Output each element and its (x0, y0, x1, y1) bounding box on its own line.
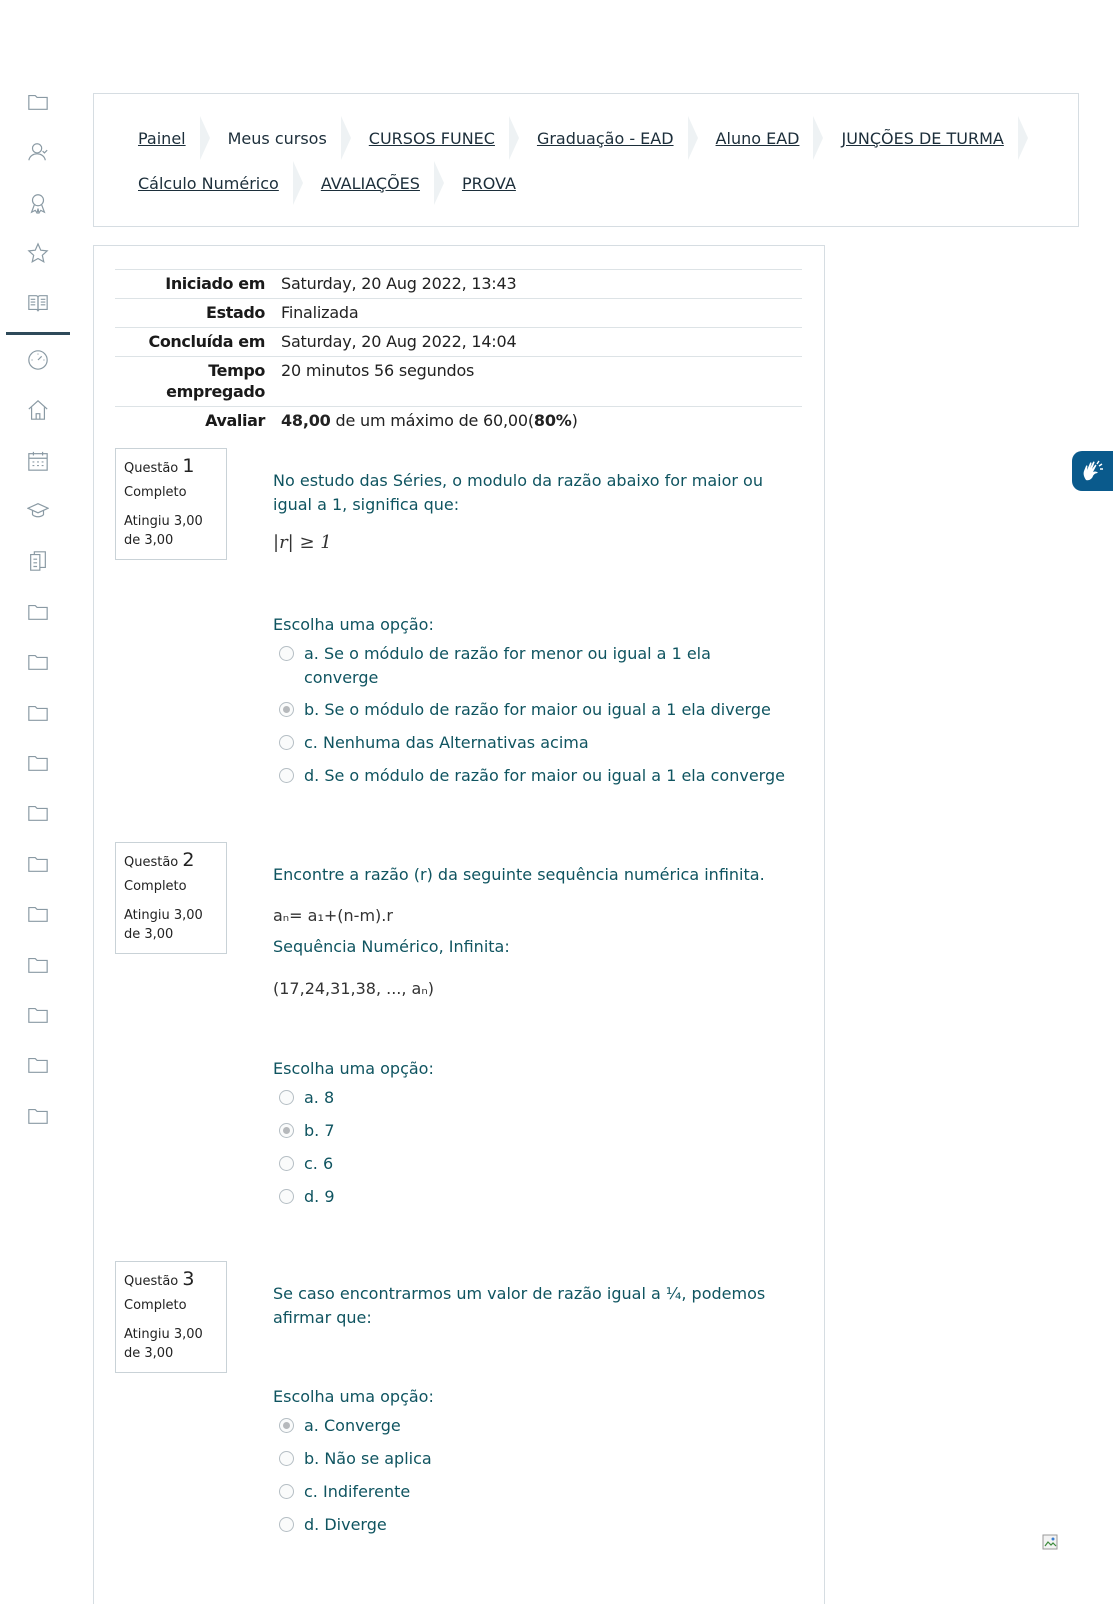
breadcrumb (93, 93, 1079, 227)
breadcrumb-link[interactable]: Cálculo Numérico (138, 173, 279, 193)
question-number-value: 3 (182, 1268, 195, 1290)
answer-option-a[interactable] (279, 642, 789, 690)
question-state: Completo (124, 879, 187, 894)
answer-option-b[interactable] (279, 1447, 789, 1471)
sign-language-hands-icon[interactable] (1072, 451, 1113, 491)
radio-button[interactable] (279, 735, 294, 750)
breadcrumb-separator (200, 116, 210, 160)
calendar-icon[interactable] (26, 449, 50, 473)
option-label: a. 8 (304, 1088, 335, 1107)
breadcrumb-item-calculo-numerico[interactable] (138, 161, 321, 205)
files-icon[interactable] (26, 549, 50, 573)
quiz-review-panel (93, 245, 825, 1604)
radio-button[interactable] (279, 1090, 294, 1105)
summary-row-completed (115, 328, 802, 357)
answer-option-b[interactable] (279, 698, 789, 722)
book-icon[interactable] (26, 291, 50, 315)
radio-button-selected[interactable] (279, 1418, 294, 1433)
answer-option-a[interactable] (279, 1414, 789, 1438)
question-info-box (115, 842, 227, 954)
summary-label: Estado (206, 303, 265, 322)
breadcrumb-separator (813, 116, 823, 160)
star-icon[interactable] (26, 241, 50, 265)
folder-icon[interactable] (26, 1104, 50, 1128)
active-indicator (6, 332, 70, 335)
breadcrumb-item-graduacao-ead[interactable] (537, 116, 716, 160)
question-grade: Atingiu 3,00 de 3,00 (124, 1327, 203, 1361)
breadcrumb-link[interactable]: Graduação - EAD (536, 128, 674, 148)
summary-label: Concluída em (148, 332, 265, 351)
answer-option-b[interactable] (279, 1119, 789, 1143)
folder-icon[interactable] (26, 953, 50, 977)
summary-value: Saturday, 20 Aug 2022, 13:43 (281, 274, 517, 293)
folder-icon[interactable] (26, 701, 50, 725)
folder-icon[interactable] (26, 902, 50, 926)
badge-icon[interactable] (26, 191, 50, 215)
question-info-box (115, 448, 227, 560)
grade-max-text: de um máximo de 60,00( (330, 411, 534, 430)
folder-icon[interactable] (26, 90, 50, 114)
question-formula: |r| ≥ 1 (273, 532, 332, 553)
folder-icon[interactable] (26, 751, 50, 775)
breadcrumb-link[interactable]: AVALIAÇÕES (320, 173, 420, 193)
grade-score: 48,00 (281, 411, 331, 430)
option-label: a. Se o módulo de razão for menor ou igual a 1 ela converge (304, 644, 711, 687)
breadcrumb-item-prova[interactable] (462, 174, 516, 193)
home-icon[interactable] (26, 398, 50, 422)
grade-percent: 80% (533, 411, 572, 430)
dashboard-icon[interactable] (26, 348, 50, 372)
folder-icon[interactable] (26, 650, 50, 674)
breadcrumb-item-juncoes-de-turma[interactable] (841, 116, 1045, 160)
question-label: Questão (124, 1274, 179, 1289)
radio-button[interactable] (279, 1517, 294, 1532)
left-sidebar (0, 0, 76, 1604)
option-label: d. Diverge (304, 1515, 387, 1534)
question-grade: Atingiu 3,00 de 3,00 (124, 908, 203, 942)
summary-label: Iniciado em (165, 274, 265, 293)
breadcrumb-item-meus-cursos (228, 116, 369, 160)
answer-option-c[interactable] (279, 1152, 789, 1176)
summary-label: Avaliar (205, 411, 265, 430)
hands-glyph (1080, 458, 1106, 484)
folder-icon[interactable] (26, 1003, 50, 1027)
folder-icon[interactable] (26, 600, 50, 624)
answer-option-c[interactable] (279, 1480, 789, 1504)
breadcrumb-link[interactable]: CURSOS FUNEC (368, 128, 495, 148)
option-label: c. 6 (304, 1154, 334, 1173)
breadcrumb-separator (293, 161, 303, 205)
breadcrumb-separator (434, 161, 444, 205)
answer-option-d[interactable] (279, 764, 789, 788)
summary-value: Saturday, 20 Aug 2022, 14:04 (281, 332, 517, 351)
choose-option-label: Escolha uma opção: (273, 1059, 434, 1078)
question-number (124, 1268, 218, 1290)
summary-value: 20 minutos 56 segundos (281, 361, 475, 380)
question-sequence: (17,24,31,38, ..., aₙ) (273, 979, 434, 998)
breadcrumb-item-avaliacoes[interactable] (321, 161, 462, 205)
breadcrumb-link[interactable]: PROVA (461, 173, 516, 193)
question-state: Completo (124, 485, 187, 500)
breadcrumb-item-aluno-ead[interactable] (716, 116, 842, 160)
option-label: a. Converge (304, 1416, 401, 1435)
summary-row-grade (115, 407, 802, 436)
breadcrumb-link[interactable]: Painel (138, 128, 186, 148)
answer-option-c[interactable] (279, 731, 789, 755)
question-formula: aₙ= a₁+(n-m).r (273, 906, 393, 925)
breadcrumb-separator (509, 116, 519, 160)
question-number-value: 2 (182, 849, 195, 871)
option-label: d. Se o módulo de razão for maior ou igual a 1 ela converge (304, 766, 785, 785)
choose-option-label: Escolha uma opção: (273, 1387, 434, 1406)
option-label: c. Indiferente (304, 1482, 411, 1501)
option-label: b. Se o módulo de razão for maior ou igual a 1 ela diverge (304, 700, 771, 719)
folder-icon[interactable] (26, 852, 50, 876)
breadcrumb-link[interactable]: Aluno EAD (715, 128, 800, 148)
graduation-cap-icon[interactable] (26, 499, 50, 523)
question-grade: Atingiu 3,00 de 3,00 (124, 514, 203, 548)
radio-button[interactable] (279, 1484, 294, 1499)
radio-button-selected[interactable] (279, 1123, 294, 1138)
question-number-value: 1 (182, 455, 195, 477)
question-number (124, 455, 218, 477)
option-label: c. Nenhuma das Alternativas acima (304, 733, 589, 752)
question-subtitle: Sequência Numérico, Infinita: (273, 937, 510, 956)
option-label: b. 7 (304, 1121, 335, 1140)
folder-icon[interactable] (26, 801, 50, 825)
question-label: Questão (124, 461, 179, 476)
breadcrumb-item-cursos-funec[interactable] (369, 116, 537, 160)
option-label: b. Não se aplica (304, 1449, 432, 1468)
answer-option-d[interactable] (279, 1185, 789, 1209)
question-text: Encontre a razão (r) da seguinte sequência numérica infinita. (273, 865, 765, 884)
breadcrumb-separator (341, 116, 351, 160)
user-icon[interactable] (26, 140, 50, 164)
summary-label: Tempo empregado (166, 361, 265, 401)
radio-button[interactable] (279, 768, 294, 783)
breadcrumb-row (138, 116, 1046, 160)
question-text: No estudo das Séries, o modulo da razão abaixo for maior ou igual a 1, significa que: (273, 471, 763, 514)
radio-button[interactable] (279, 1189, 294, 1204)
radio-button[interactable] (279, 1451, 294, 1466)
broken-image-icon (1042, 1534, 1060, 1552)
radio-button[interactable] (279, 1156, 294, 1171)
summary-row-started (115, 270, 802, 299)
question-state: Completo (124, 1298, 187, 1313)
breadcrumb-row (138, 161, 516, 205)
grade-close-paren: ) (571, 411, 578, 430)
question-label: Questão (124, 855, 179, 870)
option-label: d. 9 (304, 1187, 335, 1206)
answer-option-a[interactable] (279, 1086, 789, 1110)
summary-value: Finalizada (281, 303, 359, 322)
radio-button-selected[interactable] (279, 702, 294, 717)
question-info-box (115, 1261, 227, 1373)
question-text: Se caso encontrarmos um valor de razão igual a ¼, podemos afirmar que: (273, 1284, 766, 1327)
summary-row-state (115, 299, 802, 328)
breadcrumb-separator (1018, 116, 1028, 160)
breadcrumb-text: Meus cursos (227, 128, 327, 148)
choose-option-label: Escolha uma opção: (273, 615, 434, 634)
summary-value (281, 407, 802, 436)
question-number (124, 849, 218, 871)
radio-button[interactable] (279, 646, 294, 661)
breadcrumb-separator (688, 116, 698, 160)
breadcrumb-link[interactable]: JUNÇÕES DE TURMA (841, 128, 1004, 148)
summary-row-time (115, 357, 802, 407)
breadcrumb-item-painel[interactable] (138, 116, 228, 160)
attempt-summary-table (115, 269, 802, 435)
answer-option-d[interactable] (279, 1513, 789, 1537)
folder-icon[interactable] (26, 1053, 50, 1077)
